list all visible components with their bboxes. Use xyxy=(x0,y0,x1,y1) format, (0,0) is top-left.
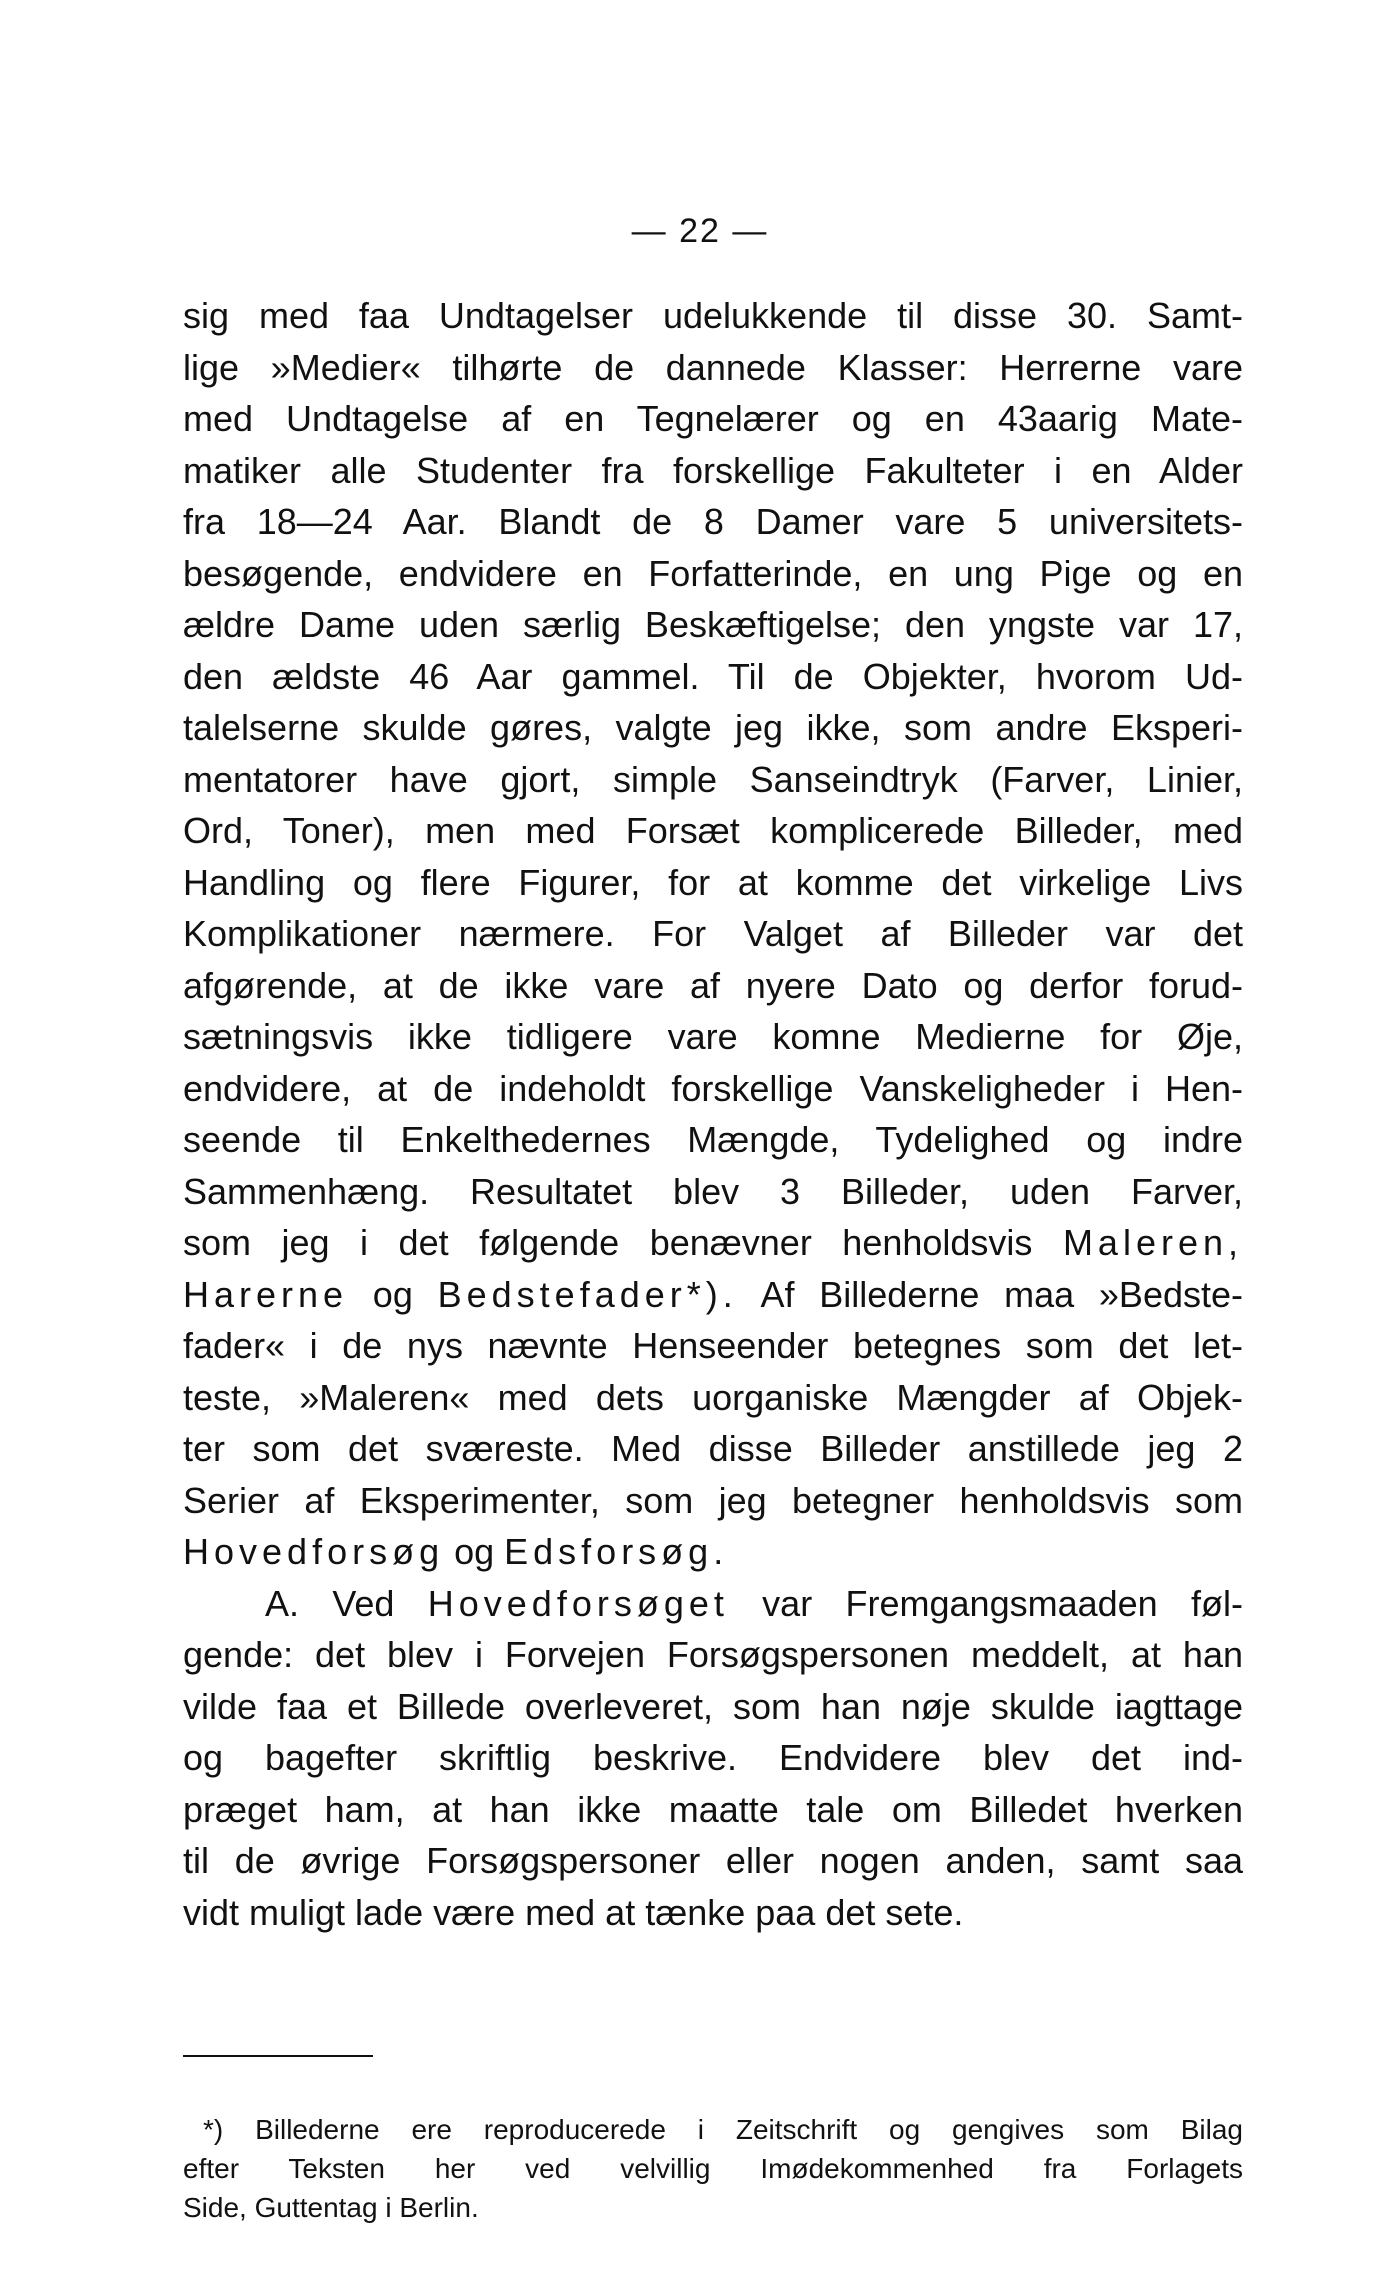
text-line: teste, »Maleren« med dets uorganiske Mængder af Objek- xyxy=(183,1376,1243,1418)
text-line: Serier af Eksperimenter, som jeg betegner henholdsvis som xyxy=(183,1479,1243,1521)
text-segment: og xyxy=(348,1273,438,1315)
text-line: talelserne skulde gøres, valgte jeg ikke, som andre Eksperi- xyxy=(183,707,1243,748)
page-number: — 22 — xyxy=(631,212,769,250)
footnote xyxy=(183,2110,1243,2227)
footnote-divider xyxy=(183,2055,373,2057)
text-line: sætningsvis ikke tidligere vare komne Medierne for Øje, xyxy=(183,1016,1243,1057)
text-line xyxy=(183,1578,1243,1630)
spaced-title-hovedforsoget: Hovedforsøget xyxy=(427,1582,729,1624)
text-line: Handling og flere Figurer, for at komme det virkelige Livs xyxy=(183,861,1243,903)
text-line: og bagefter skriftlig beskrive. Endvidere blev det ind- xyxy=(183,1737,1243,1778)
text-line: seende til Enkelthedernes Mængde, Tydelighed og indre xyxy=(183,1119,1243,1160)
text-line: matiker alle Studenter fra forskellige Fakulteter i en Alder xyxy=(183,449,1243,491)
spaced-title-harerne: Harerne xyxy=(183,1273,349,1315)
text-line: lige »Medier« tilhørte de dannede Klasser: Herrerne vare xyxy=(183,346,1243,388)
text-line: Sammenhæng. Resultatet blev 3 Billeder, uden Farver, xyxy=(183,1170,1243,1212)
footnote-line: Side, Guttentag i Berlin. xyxy=(183,2192,479,2223)
text-line: vilde faa et Billede overleveret, som han nøje skulde iagttage xyxy=(183,1685,1243,1727)
text-line xyxy=(183,1217,1243,1269)
text-line: Ord, Toner), men med Forsæt komplicerede Billeder, med xyxy=(183,810,1243,851)
text-line xyxy=(183,1526,1243,1578)
text-segment: og xyxy=(444,1531,505,1572)
text-line: gende: det blev i Forvejen Forsøgspersonen meddelt, at han xyxy=(183,1634,1243,1675)
text-line: mentatorer have gjort, simple Sanseindtryk (Farver, Linier, xyxy=(183,758,1243,800)
text-segment: som jeg i det følgende benævner henholdsvis xyxy=(183,1222,1063,1263)
text-line: besøgende, endvidere en Forfatterinde, en ung Pige og en xyxy=(183,552,1243,594)
text-line: afgørende, at de ikke vare af nyere Dato og derfor forud- xyxy=(183,964,1243,1006)
paragraph-2 xyxy=(183,1578,1243,1939)
text-line: med Undtagelse af en Tegnelærer og en 43aarig Mate- xyxy=(183,398,1243,439)
text-line: ter som det sværeste. Med disse Billeder anstillede jeg 2 xyxy=(183,1428,1243,1469)
text-line: vidt muligt lade være med at tænke paa det sete. xyxy=(183,1891,964,1933)
text-segment: A. Ved xyxy=(265,1582,428,1624)
text-segment: Af Billederne maa »Bedste- xyxy=(737,1273,1243,1315)
text-line: Komplikationer nærmere. For Valget af Billeder var det xyxy=(183,913,1243,954)
footnote-line: efter Teksten her ved velvillig Imødekommenhed fra Forlagets xyxy=(183,2153,1243,2184)
spaced-title-bedstefader: Bedstefader*). xyxy=(437,1273,738,1315)
text-line: fra 18—24 Aar. Blandt de 8 Damer vare 5 universitets- xyxy=(183,501,1243,542)
paragraph-1 xyxy=(183,290,1243,1578)
text-line: til de øvrige Forsøgspersoner eller nogen anden, samt saa xyxy=(183,1840,1243,1881)
text-line: præget ham, at han ikke maatte tale om Billedet hverken xyxy=(183,1788,1243,1830)
spaced-title-edsforsog: Edsforsøg. xyxy=(504,1531,729,1572)
text-line xyxy=(183,1269,1243,1321)
text-line: ældre Dame uden særlig Beskæftigelse; den yngste var 17, xyxy=(183,604,1243,645)
text-line: fader« i de nys nævnte Henseender betegnes som det let- xyxy=(183,1325,1243,1366)
text-line: den ældste 46 Aar gammel. Til de Objekter, hvorom Ud- xyxy=(183,655,1243,697)
footnote-line: *) Billederne ere reproducerede i Zeitschrift og gengives som Bilag xyxy=(203,2114,1243,2145)
spaced-title-maleren: Maleren, xyxy=(1062,1222,1243,1263)
text-line: sig med faa Undtagelser udelukkende til disse 30. Samt- xyxy=(183,295,1243,336)
text-line: endvidere, at de indeholdt forskellige Vanskeligheder i Hen- xyxy=(183,1067,1243,1109)
spaced-title-hovedforsog: Hovedforsøg xyxy=(183,1531,445,1572)
body-text xyxy=(183,290,1243,1938)
text-segment: var Fremgangsmaaden føl- xyxy=(728,1582,1243,1624)
